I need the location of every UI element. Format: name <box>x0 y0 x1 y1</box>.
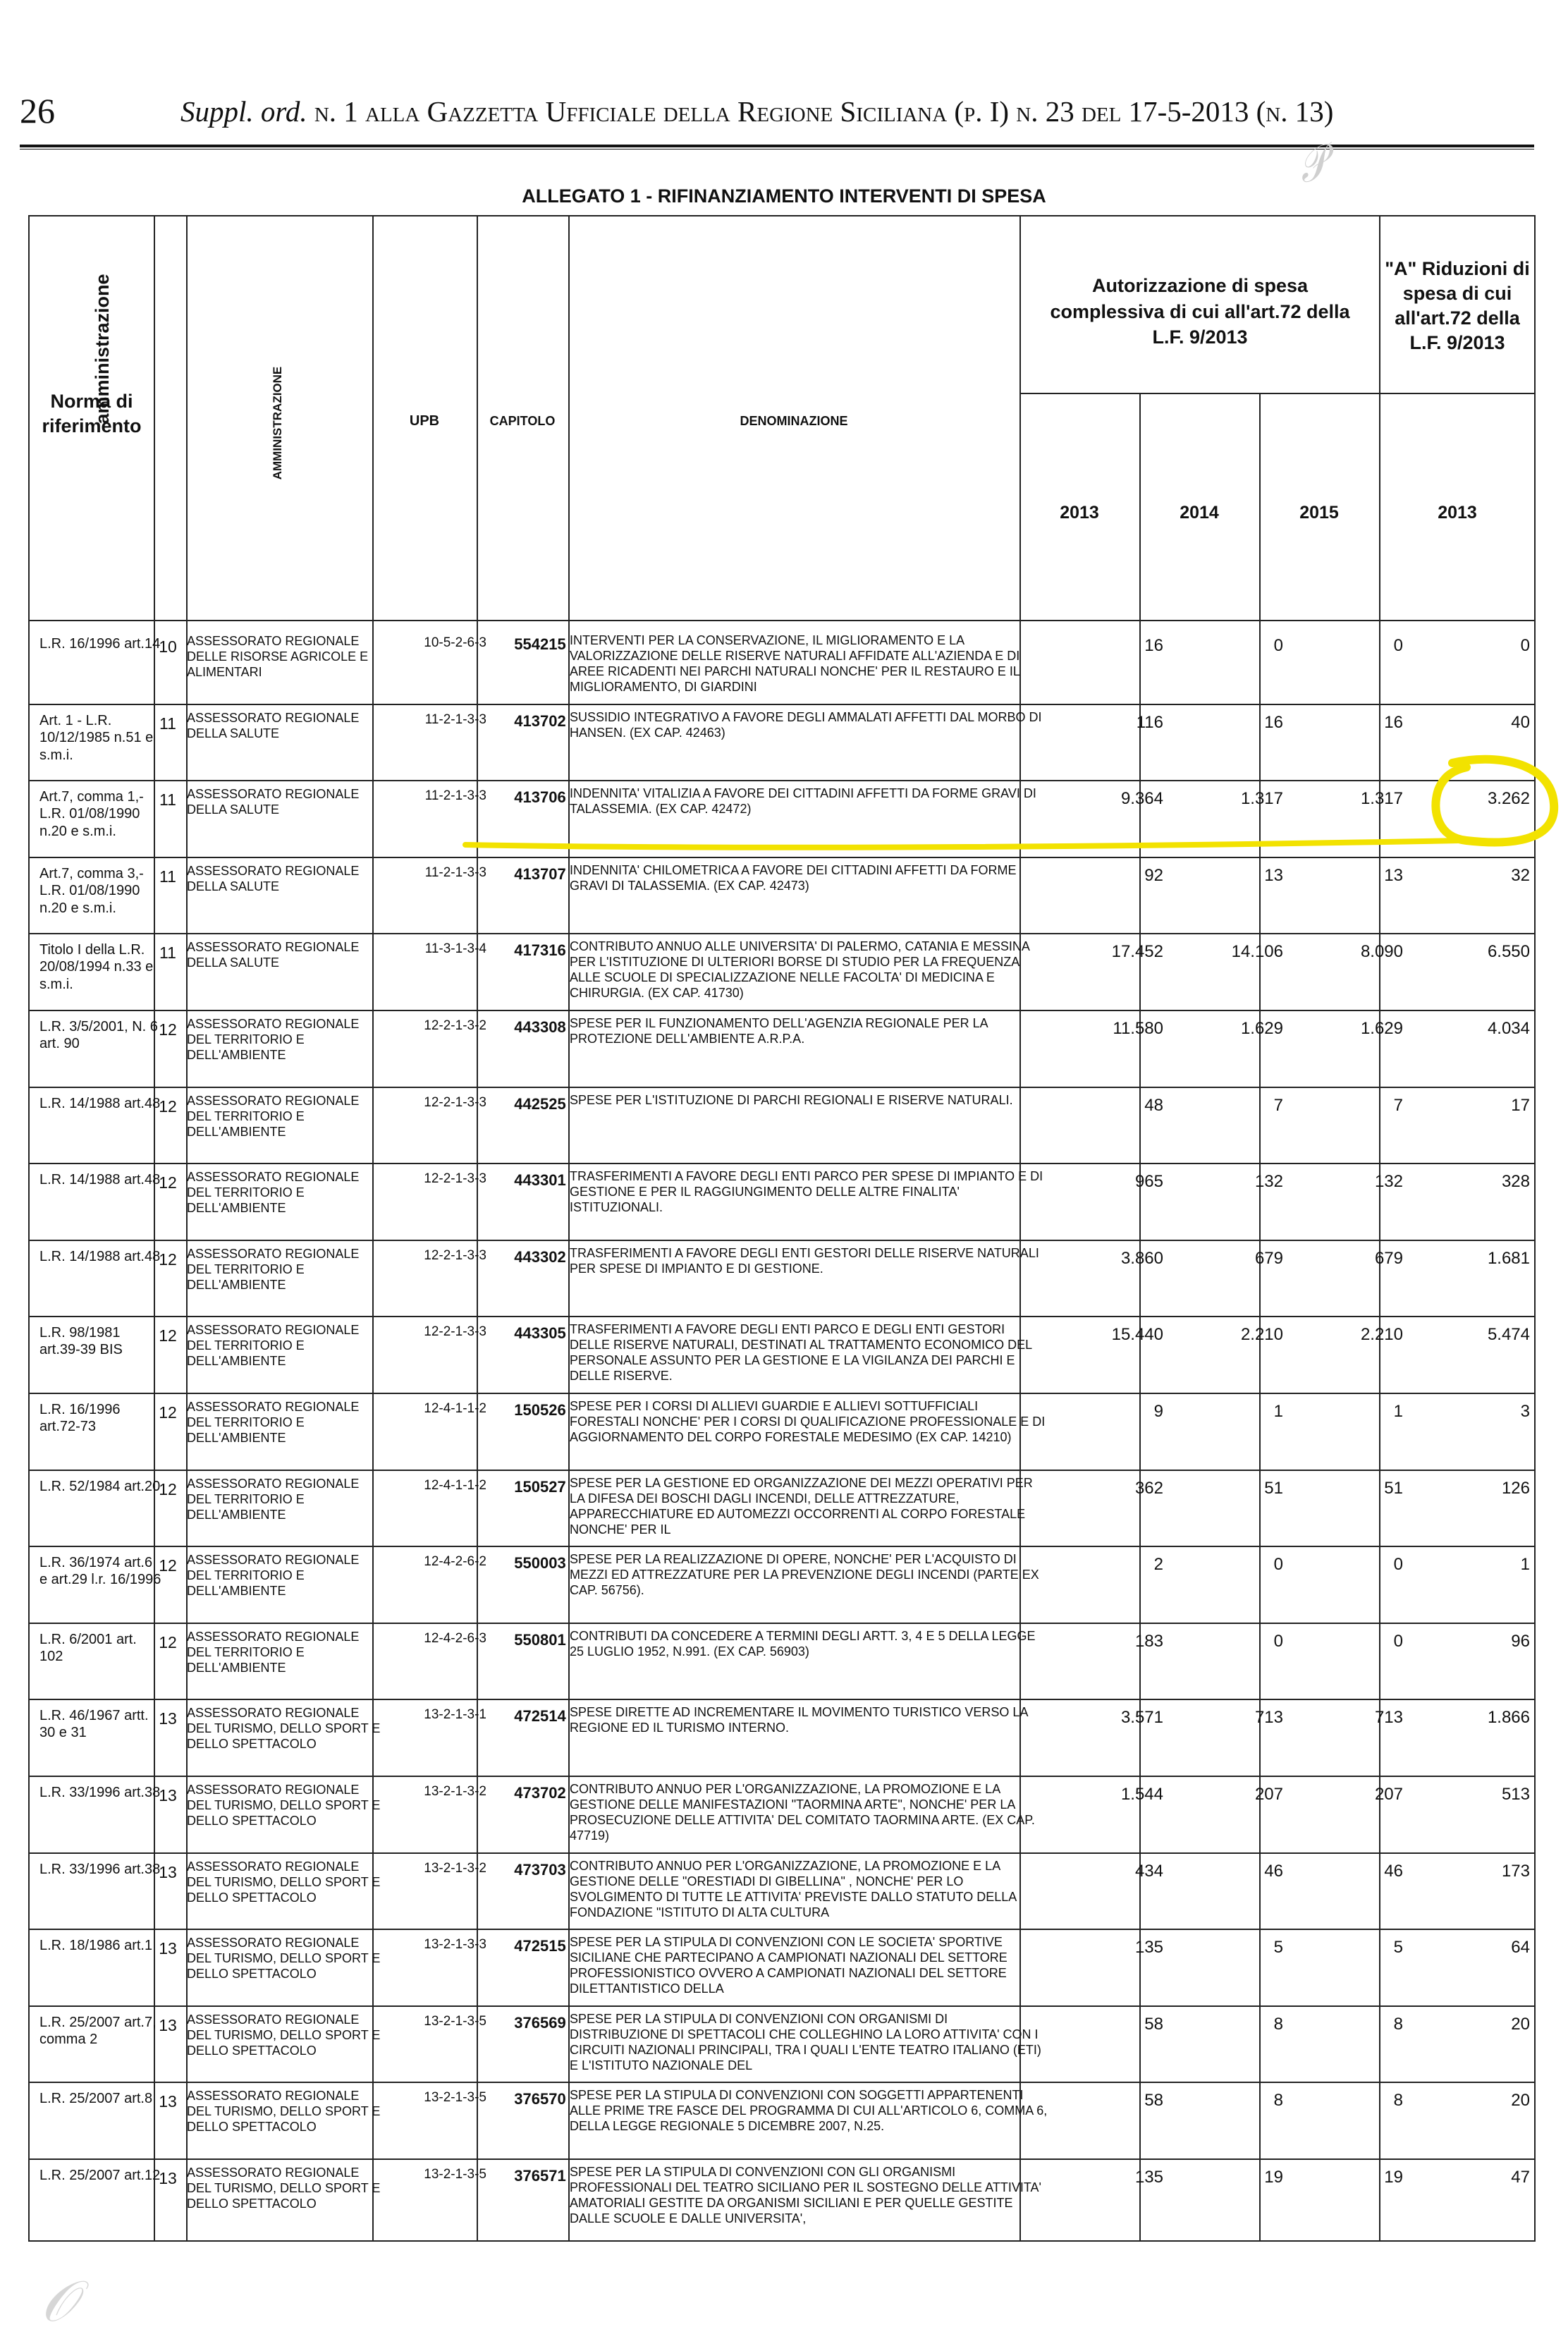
row-divider <box>28 1623 1536 1624</box>
amministrazione-cell: ASSESSORATO REGIONALE DEL TURISMO, DELLO SPORT E DELLO SPETTACOLO <box>187 1859 381 1905</box>
table-row <box>28 1396 1536 1472</box>
codice-cell: 11 <box>159 867 176 886</box>
value-2013-cell: 116 <box>1136 713 1163 732</box>
riduzione-2013-cell: 3 <box>1520 1402 1530 1421</box>
codice-cell: 12 <box>159 1326 177 1345</box>
row-divider <box>28 1546 1536 1547</box>
value-2015-cell: 7 <box>1393 1096 1403 1115</box>
row-divider <box>28 1240 1536 1241</box>
capitolo-cell: 376571 <box>514 2167 566 2185</box>
upb-cell: 13-2-1-3-5 <box>424 2167 486 2182</box>
riduzione-2013-cell: 32 <box>1511 866 1530 885</box>
norma-cell: L.R. 33/1996 art.38 <box>39 1785 161 1800</box>
norma-cell: L.R. 33/1996 art.38 <box>39 1862 161 1877</box>
denominazione-cell: SUSSIDIO INTEGRATIVO A FAVORE DEGLI AMMALATI AFFETTI DAL MORBO DI HANSEN. (EX CAP. 42463) <box>570 710 1042 740</box>
value-2013-cell: 135 <box>1134 2168 1163 2187</box>
value-2013-cell: 48 <box>1144 1096 1163 1115</box>
running-head-text: n. 1 alla Gazzetta Ufficiale della Regione Siciliana (p. I) n. 23 del 17-5-2013 (n. 13) <box>314 95 1334 128</box>
row-divider <box>28 2005 1536 2007</box>
value-2015-cell: 2.210 <box>1360 1325 1403 1344</box>
value-2014-cell: 16 <box>1264 713 1283 732</box>
amministrazione-cell: ASSESSORATO REGIONALE DEL TURISMO, DELLO SPORT E DELLO SPETTACOLO <box>187 2013 381 2058</box>
value-2015-cell: 46 <box>1384 1862 1403 1881</box>
table-row <box>28 1166 1536 1242</box>
denominazione-cell: CONTRIBUTI DA CONCEDERE A TERMINI DEGLI ARTT. 3, 4 E 5 DELLA LEGGE 25 LUGLIO 1952, N.991. (EX CAP. 56903) <box>570 1629 1036 1659</box>
capitolo-cell: 472514 <box>514 1707 566 1725</box>
riduzione-2013-cell: 328 <box>1501 1172 1530 1191</box>
header-upb: UPB <box>409 413 440 429</box>
value-2014-cell: 46 <box>1264 1862 1283 1881</box>
upb-cell: 12-2-1-3-3 <box>424 1324 486 1339</box>
codice-cell: 12 <box>159 1633 177 1651</box>
denominazione-cell: SPESE PER L'ISTITUZIONE DI PARCHI REGIONALI E RISERVE NATURALI. <box>570 1093 1013 1107</box>
value-2014-cell: 0 <box>1273 1632 1283 1651</box>
codice-cell: 11 <box>159 790 176 809</box>
value-2013-cell: 434 <box>1134 1862 1163 1881</box>
denominazione-cell: SPESE PER LA STIPULA DI CONVENZIONI CON ORGANISMI DI DISTRIBUZIONE DI SPETTACOLI CHE COLLEGHINO LA LORO ATTIVITA' CON I CIRCUITI NAZIONALI PRINCIPALI, TRA I QUALI L'ENTE TEATRO ITALIANO (ETI) E L'ISTITUTO NAZIONALE DEL <box>570 2012 1041 2072</box>
upb-cell: 12-2-1-3-3 <box>424 1171 486 1186</box>
capitolo-cell: 473703 <box>514 1861 566 1879</box>
capitolo-cell: 443302 <box>514 1248 566 1266</box>
riduzione-2013-cell: 3.262 <box>1487 789 1530 808</box>
table-row <box>28 630 1536 707</box>
value-2014-cell: 1 <box>1273 1402 1283 1421</box>
codice-cell: 12 <box>159 1480 177 1498</box>
table-row <box>28 1549 1536 1625</box>
row-divider <box>28 1393 1536 1394</box>
capitolo-cell: 443308 <box>514 1018 566 1036</box>
amministrazione-cell: ASSESSORATO REGIONALE DEL TERRITORIO E DELL'AMBIENTE <box>187 1017 360 1062</box>
value-2013-cell: 3.571 <box>1120 1708 1163 1727</box>
row-divider <box>28 1852 1536 1854</box>
amministrazione-cell: ASSESSORATO REGIONALE DEL TERRITORIO E DELL'AMBIENTE <box>187 1323 360 1368</box>
value-2015-cell: 51 <box>1384 1479 1403 1498</box>
norma-cell: L.R. 18/1986 art.1 <box>39 1938 153 1953</box>
value-2013-cell: 135 <box>1134 1938 1163 1957</box>
header-norma: Norma di riferimento <box>42 390 142 436</box>
value-2015-cell: 679 <box>1374 1249 1403 1268</box>
header-riduzioni-2013: 2013 <box>1438 502 1477 523</box>
denominazione-cell: INDENNITA' CHILOMETRICA A FAVORE DEI CITTADINI AFFETTI DA FORME GRAVI DI TALASSEMIA. (EX CAP. 42473) <box>570 863 1017 893</box>
amministrazione-cell: ASSESSORATO REGIONALE DELLA SALUTE <box>187 940 360 970</box>
capitolo-cell: 376569 <box>514 2014 566 2032</box>
value-2013-cell: 15.440 <box>1111 1325 1163 1344</box>
riduzione-2013-cell: 1 <box>1520 1555 1530 1574</box>
table-row <box>28 1089 1536 1166</box>
header-year-2014: 2014 <box>1180 502 1219 523</box>
row-divider <box>28 1316 1536 1317</box>
upb-cell: 12-4-1-1-2 <box>424 1401 486 1416</box>
upb-cell: 13-2-1-3-3 <box>424 1937 486 1952</box>
value-2015-cell: 0 <box>1393 636 1403 655</box>
value-2014-cell: 1.317 <box>1240 789 1283 808</box>
value-2015-cell: 8 <box>1393 2091 1403 2110</box>
norma-cell: L.R. 16/1996 art.14 <box>39 636 161 652</box>
denominazione-cell: INTERVENTI PER LA CONSERVAZIONE, IL MIGLIORAMENTO E LA VALORIZZAZIONE DELLE RISERVE NATURALI AFFIDATE ALL'AZIENDA E DI AREE RICADENTI NEI PARCHI NATURALI NONCHE' PER IL RESTAURO E IL MIGLIORAMENTO, DI GIARDINI <box>570 633 1020 694</box>
value-2014-cell: 1.629 <box>1240 1019 1283 1038</box>
denominazione-cell: SPESE PER LA STIPULA DI CONVENZIONI CON GLI ORGANISMI PROFESSIONALI DEL TEATRO SICILIANO PER IL SOSTEGNO DELLE ATTIVITA' AMATORIALI GESTITE DA ORGANISMI SICILIANI E PER QUELLE GESTITE DALLE SCUOLE E DALLE UNIVERSITA', <box>570 2165 1041 2225</box>
codice-cell: 13 <box>159 2092 177 2111</box>
table-row <box>28 707 1536 783</box>
norma-cell: Titolo I della L.R. 20/08/1994 n.33 e s.m.i. <box>39 942 154 992</box>
header-subline <box>1019 393 1536 394</box>
running-head-italic: Suppl. ord. <box>180 95 307 128</box>
denominazione-cell: SPESE PER LA STIPULA DI CONVENZIONI CON SOGGETTI APPARTENENTI ALLE PRIME TRE FASCE DEL PROGRAMMA DI CUI ALL'ARTICOLO 6, COMMA 6, DELLA LEGGE REGIONALE 5 DICEMBRE 2007, N.25. <box>570 2088 1048 2133</box>
norma-cell: L.R. 46/1967 artt. 30 e 31 <box>39 1708 149 1741</box>
norma-cell: L.R. 25/2007 art.12 <box>39 2168 161 2183</box>
value-2015-cell: 8 <box>1393 2015 1403 2034</box>
upb-cell: 11-2-1-3-3 <box>424 788 486 803</box>
amministrazione-cell: ASSESSORATO REGIONALE DEL TURISMO, DELLO SPORT E DELLO SPETTACOLO <box>187 2166 381 2211</box>
codice-cell: 13 <box>159 1863 177 1881</box>
amministrazione-cell: ASSESSORATO REGIONALE DEL TERRITORIO E DELL'AMBIENTE <box>187 1094 360 1139</box>
value-2013-cell: 17.452 <box>1111 942 1163 961</box>
amministrazione-cell: ASSESSORATO REGIONALE DEL TERRITORIO E DELL'AMBIENTE <box>187 1170 360 1215</box>
value-2015-cell: 0 <box>1393 1555 1403 1574</box>
page-number: 26 <box>20 91 55 130</box>
running-head <box>180 94 1333 128</box>
codice-cell: 13 <box>159 2016 177 2034</box>
value-2015-cell: 1.317 <box>1360 789 1403 808</box>
value-2015-cell: 8.090 <box>1360 942 1403 961</box>
norma-cell: L.R. 16/1996 art.72-73 <box>39 1402 121 1435</box>
value-2013-cell: 965 <box>1134 1172 1163 1191</box>
watermark-mark: 𝒫 <box>1290 138 1335 193</box>
row-divider <box>28 1010 1536 1011</box>
codice-cell: 10 <box>159 637 177 656</box>
value-2013-cell: 16 <box>1144 636 1163 655</box>
norma-cell: Art.7, comma 1,- L.R. 01/08/1990 n.20 e s.m.i. <box>39 789 144 839</box>
riduzione-2013-cell: 0 <box>1520 636 1530 655</box>
value-2014-cell: 8 <box>1273 2015 1283 2034</box>
riduzione-2013-cell: 6.550 <box>1487 942 1530 961</box>
upb-cell: 12-2-1-3-2 <box>424 1018 486 1033</box>
value-2014-cell: 679 <box>1254 1249 1283 1268</box>
riduzione-2013-cell: 126 <box>1501 1479 1530 1498</box>
denominazione-cell: TRASFERIMENTI A FAVORE DEGLI ENTI PARCO E DEGLI ENTI GESTORI DELLE RISERVE NATURALI, DESTINATI AL TRATTAMENTO ECONOMICO DEL PERSONALE ASSUNTO PER LA GESTIONE E LA VIGILANZA DEI PARCHI E DELLE RISERVE. <box>570 1322 1032 1383</box>
value-2015-cell: 13 <box>1384 866 1403 885</box>
page-header <box>20 90 1529 140</box>
value-2013-cell: 11.580 <box>1113 1019 1163 1038</box>
amministrazione-cell: ASSESSORATO REGIONALE DEL TURISMO, DELLO SPORT E DELLO SPETTACOLO <box>187 1706 381 1751</box>
amministrazione-cell: ASSESSORATO REGIONALE DELLE RISORSE AGRICOLE E ALIMENTARI <box>187 634 369 679</box>
capitolo-cell: 413707 <box>514 865 566 883</box>
norma-cell: L.R. 25/2007 art.7, comma 2 <box>39 2015 157 2048</box>
denominazione-cell: SPESE PER IL FUNZIONAMENTO DELL'AGENZIA REGIONALE PER LA PROTEZIONE DELL'AMBIENTE A.R.P.A. <box>570 1016 988 1046</box>
table-row <box>28 1319 1536 1396</box>
value-2013-cell: 9.364 <box>1120 789 1163 808</box>
riduzione-2013-cell: 4.034 <box>1487 1019 1530 1038</box>
denominazione-cell: SPESE PER LA GESTIONE ED ORGANIZZAZIONE DEI MEZZI OPERATIVI PER LA DIFESA DEI BOSCHI DAGLI INCENDI, DELLE ATTREZZATURE, APPARECCHIATURE ED AUTOMEZZI OCCORRENTI AL CORPO FORESTALE NONCHE' PER IL <box>570 1476 1033 1537</box>
codice-cell: 12 <box>159 1020 177 1039</box>
row-divider <box>28 1699 1536 1700</box>
denominazione-cell: SPESE PER LA STIPULA DI CONVENZIONI CON LE SOCIETA' SPORTIVE SICILIANE CHE PARTECIPANO A CAMPIONATI NAZIONALI DEL SETTORE PROFESSIONISTICO OVVERO A CAMPIONATI NAZIONALI DEL SETTORE DILETTANTISTICO DELLA <box>570 1935 1007 1996</box>
upb-cell: 11-2-1-3-3 <box>424 712 486 727</box>
value-2014-cell: 5 <box>1273 1938 1283 1957</box>
riduzione-2013-cell: 47 <box>1511 2168 1530 2187</box>
denominazione-cell: INDENNITA' VITALIZIA A FAVORE DEI CITTADINI AFFETTI DA FORME GRAVI DI TALASSEMIA. (EX CAP. 42472) <box>570 786 1036 816</box>
table-row <box>28 1013 1536 1089</box>
riduzione-2013-cell: 173 <box>1501 1862 1530 1881</box>
codice-cell: 11 <box>159 714 176 733</box>
header-bottom-line <box>30 620 1536 621</box>
denominazione-cell: SPESE DIRETTE AD INCREMENTARE IL MOVIMENTO TURISTICO VERSO LA REGIONE ED IL TURISMO INTERNO. <box>570 1705 1028 1735</box>
norma-cell: L.R. 14/1988 art.48 <box>39 1249 161 1264</box>
codice-cell: 12 <box>159 1556 177 1575</box>
value-2013-cell: 92 <box>1144 866 1163 885</box>
row-divider <box>28 1163 1536 1164</box>
table-title: ALLEGATO 1 - RIFINANZIAMENTO INTERVENTI DI SPESA <box>522 185 1046 207</box>
value-2013-cell: 183 <box>1134 1632 1163 1651</box>
capitolo-cell: 442525 <box>514 1095 566 1113</box>
value-2014-cell: 7 <box>1273 1096 1283 1115</box>
riduzione-2013-cell: 40 <box>1511 713 1530 732</box>
row-divider <box>28 857 1536 858</box>
row-divider <box>28 1087 1536 1088</box>
upb-cell: 12-2-1-3-3 <box>424 1095 486 1110</box>
watermark-mark-bottom: 𝒪 <box>41 2271 77 2333</box>
row-divider <box>28 780 1536 781</box>
upb-cell: 11-3-1-3-4 <box>424 941 486 956</box>
value-2015-cell: 5 <box>1393 1938 1403 1957</box>
denominazione-cell: TRASFERIMENTI A FAVORE DEGLI ENTI PARCO PER SPESE DI IMPIANTO E DI GESTIONE E PER IL RAGGIUNGIMENTO DELLE ALTRE FINALITA' ISTITUZIONALI. <box>570 1169 1043 1214</box>
riduzione-2013-cell: 17 <box>1511 1096 1530 1115</box>
value-2015-cell: 0 <box>1393 1632 1403 1651</box>
amministrazione-cell: ASSESSORATO REGIONALE DEL TURISMO, DELLO SPORT E DELLO SPETTACOLO <box>187 2089 381 2134</box>
norma-cell: L.R. 52/1984 art.20 <box>39 1479 161 1494</box>
capitolo-cell: 550801 <box>514 1631 566 1649</box>
upb-cell: 13-2-1-3-5 <box>424 2014 486 2029</box>
codice-cell: 11 <box>159 943 176 962</box>
table-row <box>28 1855 1536 1932</box>
value-2014-cell: 132 <box>1254 1172 1283 1191</box>
value-2014-cell: 19 <box>1264 2168 1283 2187</box>
capitolo-cell: 150526 <box>514 1401 566 1419</box>
norma-cell: L.R. 6/2001 art. 102 <box>39 1632 137 1665</box>
codice-cell: 13 <box>159 1786 177 1804</box>
norma-cell: Art. 1 - L.R. 10/12/1985 n.51 e s.m.i. <box>39 713 154 763</box>
row-divider <box>28 1470 1536 1471</box>
amministrazione-cell: ASSESSORATO REGIONALE DEL TERRITORIO E DELL'AMBIENTE <box>187 1553 360 1598</box>
value-2014-cell: 0 <box>1273 1555 1283 1574</box>
codice-cell: 13 <box>159 2169 177 2187</box>
capitolo-cell: 413702 <box>514 712 566 730</box>
header-capitolo: CAPITOLO <box>489 413 556 428</box>
upb-cell: 12-2-1-3-3 <box>424 1248 486 1263</box>
header-riduzioni: "A" Riduzioni di spesa di cui all'art.72 della L.F. 9/2013 <box>1385 257 1530 354</box>
header-year-2015: 2015 <box>1299 502 1339 523</box>
capitolo-cell: 443305 <box>514 1324 566 1342</box>
value-2014-cell: 8 <box>1273 2091 1283 2110</box>
value-2015-cell: 207 <box>1374 1785 1403 1804</box>
norma-cell: L.R. 25/2007 art.8 <box>39 2091 153 2106</box>
table-row <box>28 860 1536 936</box>
upb-cell: 12-4-2-6-3 <box>424 1631 486 1646</box>
capitolo-cell: 550003 <box>514 1554 566 1572</box>
table-row <box>28 1778 1536 1855</box>
capitolo-cell: 554215 <box>514 635 566 653</box>
upb-cell: 13-2-1-3-1 <box>424 1707 486 1722</box>
norma-cell: L.R. 14/1988 art.48 <box>39 1096 161 1111</box>
capitolo-cell: 443301 <box>514 1171 566 1189</box>
amministrazione-cell: ASSESSORATO REGIONALE DEL TERRITORIO E DELL'AMBIENTE <box>187 1400 360 1445</box>
denominazione-cell: TRASFERIMENTI A FAVORE DEGLI ENTI GESTORI DELLE RISERVE NATURALI PER SPESE DI IMPIANTO E DI GESTIONE. <box>570 1246 1039 1276</box>
row-divider <box>28 2082 1536 2083</box>
amministrazione-cell: ASSESSORATO REGIONALE DELLA SALUTE <box>187 711 360 740</box>
table-row <box>28 1702 1536 1778</box>
riduzione-2013-cell: 1.681 <box>1487 1249 1530 1268</box>
value-2013-cell: 58 <box>1144 2015 1163 2034</box>
amministrazione-cell: ASSESSORATO REGIONALE DEL TERRITORIO E DELL'AMBIENTE <box>187 1247 360 1292</box>
header-denominazione: DENOMINAZIONE <box>740 413 848 428</box>
denominazione-cell: CONTRIBUTO ANNUO PER L'ORGANIZZAZIONE, LA PROMOZIONE E LA GESTIONE DELLE "ORESTIADI DI GIBELLINA" , NONCHE' PER LO SVOLGIMENTO DI TUTTE LE ATTIVITA' PREVISTE DALLO STATUTO DELLA FONDAZIONE "ISTITUTO DI ALTA CULTURA <box>570 1859 1017 1919</box>
amministrazione-cell: ASSESSORATO REGIONALE DEL TURISMO, DELLO SPORT E DELLO SPETTACOLO <box>187 1936 381 1981</box>
riduzione-2013-cell: 20 <box>1511 2015 1530 2034</box>
value-2014-cell: 51 <box>1264 1479 1283 1498</box>
codice-cell: 13 <box>159 1939 177 1958</box>
value-2014-cell: 207 <box>1254 1785 1283 1804</box>
amministrazione-cell: ASSESSORATO REGIONALE DEL TERRITORIO E DELL'AMBIENTE <box>187 1477 360 1522</box>
riduzione-2013-cell: 64 <box>1511 1938 1530 1957</box>
table-row <box>28 936 1536 1013</box>
upb-cell: 12-4-1-1-2 <box>424 1478 486 1493</box>
codice-cell: 12 <box>159 1173 177 1192</box>
riduzione-2013-cell: 1.866 <box>1487 1708 1530 1727</box>
table-row <box>28 783 1536 860</box>
row-divider <box>28 2158 1536 2160</box>
denominazione-cell: CONTRIBUTO ANNUO PER L'ORGANIZZAZIONE, LA PROMOZIONE E LA GESTIONE DELLE MANIFESTAZIONI "TAORMINA ARTE", NONCHE' PER LA PROSECUZIONE DELLE ATTIVITA' DEL COMITATO TAORMINA ARTE. (EX CAP. 47719) <box>570 1782 1035 1843</box>
upb-cell: 13-2-1-3-2 <box>424 1861 486 1876</box>
denominazione-cell: SPESE PER LA REALIZZAZIONE DI OPERE, NONCHE' PER L'ACQUISTO DI MEZZI ED ATTREZZATURE PER LA PREVENZIONE DEGLI INCENDI (PARTE EX CAP. 56756). <box>570 1552 1039 1597</box>
value-2014-cell: 713 <box>1254 1708 1283 1727</box>
value-2013-cell: 362 <box>1134 1479 1163 1498</box>
riduzione-2013-cell: 513 <box>1501 1785 1530 1804</box>
table-row <box>28 2161 1536 2238</box>
capitolo-cell: 472515 <box>514 1937 566 1955</box>
value-2013-cell: 58 <box>1144 2091 1163 2110</box>
value-2015-cell: 1 <box>1393 1402 1403 1421</box>
value-2015-cell: 713 <box>1374 1708 1403 1727</box>
capitolo-cell: 150527 <box>514 1478 566 1496</box>
row-divider <box>28 1776 1536 1777</box>
value-2013-cell: 1.544 <box>1120 1785 1163 1804</box>
riduzione-2013-cell: 20 <box>1511 2091 1530 2110</box>
amministrazione-cell: ASSESSORATO REGIONALE DELLA SALUTE <box>187 864 360 893</box>
capitolo-cell: 417316 <box>514 941 566 959</box>
upb-cell: 13-2-1-3-5 <box>424 2090 486 2105</box>
row-divider <box>28 933 1536 934</box>
value-2014-cell: 0 <box>1273 636 1283 655</box>
norma-cell: L.R. 98/1981 art.39-39 BIS <box>39 1325 123 1358</box>
table-row <box>28 1931 1536 2008</box>
value-2014-cell: 13 <box>1264 866 1283 885</box>
capitolo-cell: 413706 <box>514 788 566 806</box>
upb-cell: 11-2-1-3-3 <box>424 865 486 880</box>
value-2013-cell: 2 <box>1153 1555 1163 1574</box>
header-year-2013: 2013 <box>1060 502 1099 523</box>
row-divider <box>28 1929 1536 1930</box>
value-2015-cell: 19 <box>1384 2168 1403 2187</box>
amministrazione-cell: ASSESSORATO REGIONALE DEL TURISMO, DELLO SPORT E DELLO SPETTACOLO <box>187 1783 381 1828</box>
codice-cell: 12 <box>159 1250 177 1269</box>
norma-cell: L.R. 14/1988 art.48 <box>39 1172 161 1187</box>
table-row <box>28 2008 1536 2085</box>
value-2014-cell: 14.106 <box>1231 942 1283 961</box>
amministrazione-cell: ASSESSORATO REGIONALE DEL TERRITORIO E DELL'AMBIENTE <box>187 1630 360 1675</box>
norma-cell: L.R. 3/5/2001, N. 6 art. 90 <box>39 1019 158 1052</box>
header-amministrazione: AMMINISTRAZIONE <box>271 366 284 480</box>
norma-cell: L.R. 36/1974 art.6 e art.29 l.r. 16/1996 <box>39 1555 161 1588</box>
value-2015-cell: 16 <box>1384 713 1403 732</box>
capitolo-cell: 473702 <box>514 1784 566 1802</box>
norma-cell: Art.7, comma 3,- L.R. 01/08/1990 n.20 e s.m.i. <box>39 866 144 916</box>
capitolo-cell: 376570 <box>514 2090 566 2108</box>
value-2015-cell: 132 <box>1374 1172 1403 1191</box>
upb-cell: 12-4-2-6-2 <box>424 1554 486 1569</box>
value-2014-cell: 2.210 <box>1240 1325 1283 1344</box>
header-autorizzazione: Autorizzazione di spesa complessiva di cui all'art.72 della L.F. 9/2013 <box>1050 275 1350 348</box>
codice-cell: 13 <box>159 1709 177 1728</box>
table-row <box>28 1625 1536 1702</box>
row-divider <box>28 704 1536 705</box>
value-2013-cell: 3.860 <box>1120 1249 1163 1268</box>
table-row <box>28 1472 1536 1549</box>
table-row <box>28 1242 1536 1319</box>
amministrazione-cell: ASSESSORATO REGIONALE DELLA SALUTE <box>187 787 360 817</box>
value-2015-cell: 1.629 <box>1360 1019 1403 1038</box>
codice-cell: 12 <box>159 1403 177 1422</box>
codice-cell: 12 <box>159 1097 177 1116</box>
value-2013-cell: 9 <box>1153 1402 1163 1421</box>
upb-cell: 13-2-1-3-2 <box>424 1784 486 1799</box>
denominazione-cell: CONTRIBUTO ANNUO ALLE UNIVERSITA' DI PALERMO, CATANIA E MESSINA PER L'ISTITUZIONE DI ULTERIORI BORSE DI STUDIO PER LA FREQUENZA ALLE SCUOLE DI SPECIALIZZAZIONE NELLE FACOLTA' DI MEDICINA E CHIRURGIA. (EX CAP. 41730) <box>570 939 1029 1000</box>
riduzione-2013-cell: 96 <box>1511 1632 1530 1651</box>
denominazione-cell: SPESE PER I CORSI DI ALLIEVI GUARDIE E ALLIEVI SOTTUFFICIALI FORESTALI NONCHE' PER I CORSI DI QUALIFICAZIONE PROFESSIONALE E DI AGGIORNAMENTO DEL CORPO FORESTALE MEDESIMO (EX CAP. 14210) <box>570 1399 1046 1444</box>
riduzione-2013-cell: 5.474 <box>1487 1325 1530 1344</box>
table-row <box>28 2084 1536 2161</box>
header-codice-amm: amministrazione <box>92 274 113 425</box>
upb-cell: 10-5-2-6-3 <box>424 635 486 650</box>
